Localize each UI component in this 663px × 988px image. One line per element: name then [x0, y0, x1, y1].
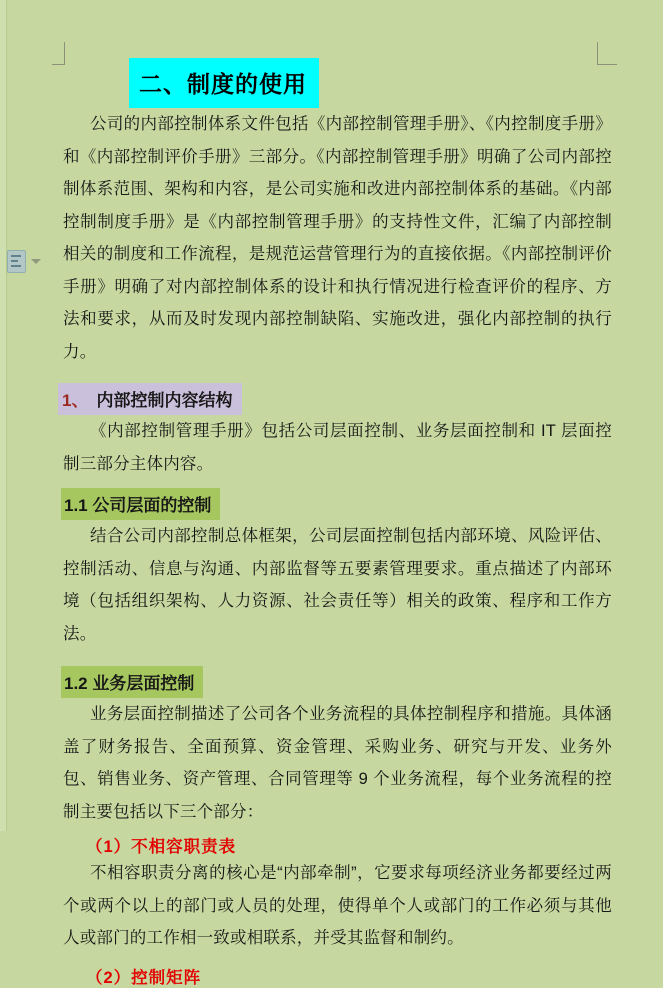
item-1-heading: （1）不相容职责表 — [86, 838, 237, 856]
section-1-1-heading-row — [61, 488, 612, 520]
item-1-paragraph: 不相容职责分离的核心是“内部牵制”，它要求每项经济业务都要经过两个或两个以上的部门或人员的处理，使得单个人或部门的工作必须与其他人或部门的工作相一致或相联系，并受其监督和制约。 — [63, 864, 612, 947]
document-title: 二、制度的使用 — [129, 58, 319, 108]
intro-paragraph: 公司的内部控制体系文件包括《内部控制管理手册》、《内控制度手册》和《内部控制评价手册》三部分。《内部控制管理手册》明确了公司内部控制体系范围、架构和内容，是公司实施和改进内部控制体系的基础。《内部控制制度手册》是《内部控制管理手册》的支持性文件，汇编了内部控制相关的制度和工作流程，是规范运营管理行为的直接依据。《内部控制评价手册》明确了对内部控制体系的设计和执行情况进行检查评价的程序、方法和要求，从而及时发现内部控制缺陷、实施改进，强化内部控制的执行力。 — [63, 115, 612, 361]
section-1-2-paragraph: 业务层面控制描述了公司各个业务流程的具体控制程序和措施。具体涵盖了财务报告、全面预算、资金管理、采购业务、研究与开发、业务外包、销售业务、资产管理、合同管理等 9 个业务流程，每个业务流程的控制主要包括以下三个部分： — [63, 705, 612, 821]
paste-options-icon[interactable] — [7, 250, 26, 273]
section-1-title: 内部控制内容结构 — [96, 391, 233, 410]
section-1-2-heading-row — [61, 666, 612, 698]
section-1-1-heading: 1.1 公司层面的控制 — [61, 488, 220, 520]
section-1-1-paragraph: 结合公司内部控制总体框架，公司层面控制包括内部环境、风险评估、控制活动、信息与沟通、内部监督等五要素管理要求。重点描述了内部环境（包括组织架构、人力资源、社会责任等）相关的政策、程序和工作方法。 — [63, 527, 612, 643]
dropdown-arrow-icon[interactable] — [31, 259, 41, 264]
page-left-edge — [0, 0, 7, 831]
section-1-number: 1、 — [62, 391, 89, 410]
item-2-heading: （2）控制矩阵 — [86, 968, 202, 987]
section-1-heading-row — [58, 383, 612, 415]
section-1-heading — [58, 383, 242, 415]
document-title-row — [129, 58, 612, 108]
document-text-area[interactable] — [63, 0, 612, 988]
section-1-2-heading: 1.2 业务层面控制 — [61, 666, 203, 698]
paste-options-button[interactable] — [7, 250, 43, 274]
section-1-paragraph: 《内部控制管理手册》包括公司层面控制、业务层面控制和 IT 层面控制三部分主体内容。 — [63, 422, 612, 473]
